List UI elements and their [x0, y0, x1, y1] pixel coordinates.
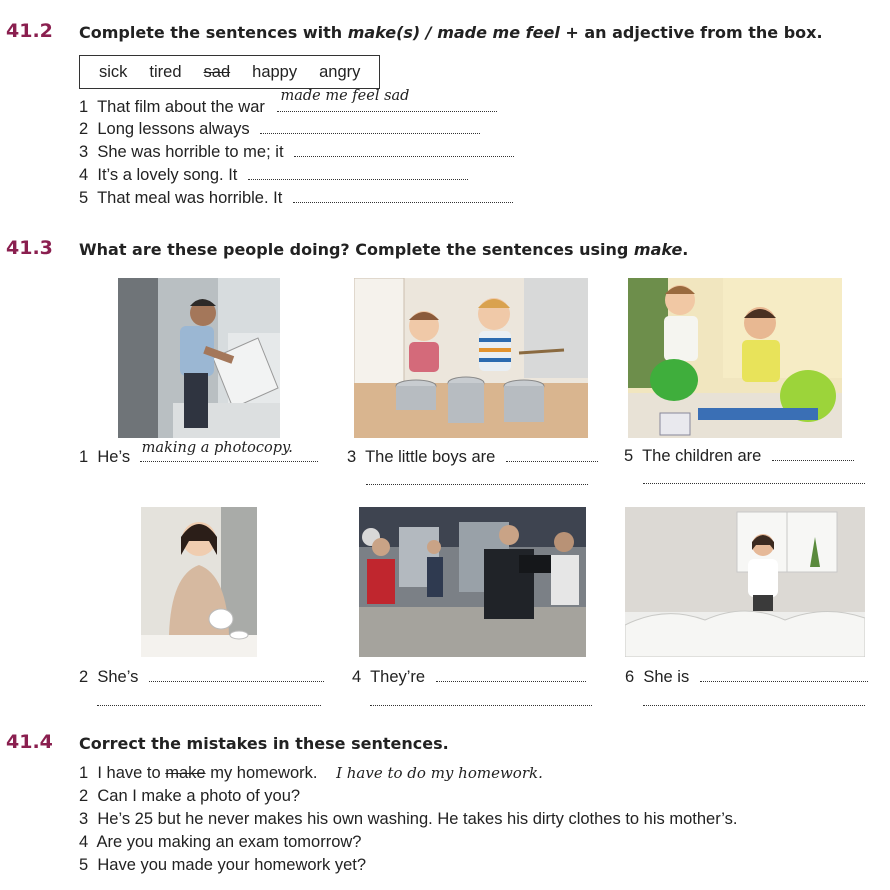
exercise-number-41-4: 41.4 [6, 731, 53, 753]
woman-bed-illustration [625, 507, 865, 657]
item-text: He’s [97, 448, 131, 466]
item-text: She’s [97, 668, 139, 686]
answer-line-continuation[interactable] [643, 483, 865, 484]
item-text: That film about the war [97, 98, 265, 116]
exercise-item [79, 88, 497, 117]
item-text: I have to [97, 764, 166, 782]
exercise-item [79, 166, 468, 185]
instruction-emphasis: make [633, 240, 683, 259]
answer-line[interactable] [260, 121, 480, 134]
exercise-item [79, 764, 543, 783]
item-number: 4 [79, 166, 89, 184]
children-painting-illustration [628, 278, 842, 438]
instruction-text: Complete the sentences with [79, 23, 348, 42]
item-number: 1 [79, 448, 89, 466]
item-number: 1 [79, 98, 89, 116]
item-text: They’re [370, 668, 426, 686]
handwritten-answer: made me feel sad [280, 88, 410, 104]
answer-line[interactable] [140, 440, 318, 462]
answer-line[interactable] [293, 190, 513, 203]
item-number: 5 [79, 189, 89, 207]
item-text: It’s a lovely song. It [97, 166, 238, 184]
item-text: Long lessons always [97, 120, 250, 138]
photo-film-crew [359, 507, 586, 657]
box-word-used: sad [203, 62, 231, 81]
photocopier-illustration [118, 278, 280, 438]
box-word: angry [319, 62, 361, 81]
woman-tea-illustration [141, 507, 257, 657]
exercise-item [625, 668, 868, 687]
item-text: He’s 25 but he never makes his own washing. He takes his dirty clothes to his mother’s. [97, 810, 738, 828]
photo-children-painting [628, 278, 842, 438]
exercise-number-41-2: 41.2 [6, 20, 53, 42]
item-number: 2 [79, 787, 89, 805]
item-number: 3 [347, 448, 357, 466]
item-number: 4 [79, 833, 89, 851]
answer-line[interactable] [277, 88, 497, 112]
exercise-item [79, 440, 318, 467]
word-box [79, 55, 380, 89]
exercise-item [79, 189, 513, 208]
struck-word: make [165, 764, 206, 782]
item-text: Have you made your homework yet? [97, 856, 367, 874]
answer-line[interactable] [149, 669, 324, 682]
item-number: 3 [79, 810, 89, 828]
item-number: 4 [352, 668, 362, 686]
exercise-item [79, 856, 366, 875]
exercise-instruction-41-4: Correct the mistakes in these sentences. [79, 734, 449, 753]
instruction-text: What are these people doing? Complete the sentences using [79, 240, 634, 259]
exercise-item [347, 448, 598, 467]
answer-line[interactable] [294, 144, 514, 157]
exercise-instruction-41-3 [79, 240, 688, 259]
item-text: The little boys are [365, 448, 496, 466]
item-number: 5 [79, 856, 89, 874]
item-number: 5 [624, 447, 634, 465]
item-number: 1 [79, 764, 89, 782]
instruction-text: . [682, 240, 689, 259]
answer-line-continuation[interactable] [643, 705, 865, 706]
handwritten-answer: I have to do my homework. [336, 764, 543, 782]
item-text: That meal was horrible. It [97, 189, 283, 207]
exercise-number-41-3: 41.3 [6, 237, 53, 259]
box-word: happy [252, 62, 298, 81]
exercise-item [624, 447, 854, 466]
boys-drums-illustration [354, 278, 588, 438]
box-word: sick [99, 62, 128, 81]
item-text: Are you making an exam tomorrow? [96, 833, 362, 851]
item-text: my homework. [205, 764, 318, 782]
exercise-item [79, 143, 514, 162]
exercise-item [79, 810, 738, 829]
handwritten-answer: making a photocopy. [141, 440, 293, 456]
item-number: 2 [79, 668, 89, 686]
exercise-instruction-41-2 [79, 23, 823, 42]
item-number: 2 [79, 120, 89, 138]
item-number: 3 [79, 143, 89, 161]
exercise-item [79, 668, 324, 687]
film-crew-illustration [359, 507, 586, 657]
item-number: 6 [625, 668, 635, 686]
photo-woman-tea [141, 507, 257, 657]
answer-line[interactable] [506, 449, 598, 462]
item-text: Can I make a photo of you? [97, 787, 301, 805]
answer-line[interactable] [248, 167, 468, 180]
photo-woman-bed [625, 507, 865, 657]
instruction-text: + an adjective from the box. [559, 23, 823, 42]
item-text: She is [643, 668, 690, 686]
answer-line[interactable] [436, 669, 586, 682]
item-text: She was horrible to me; it [97, 143, 284, 161]
exercise-item [79, 787, 300, 806]
answer-line[interactable] [772, 448, 854, 461]
answer-line-continuation[interactable] [97, 705, 321, 706]
answer-line[interactable] [700, 669, 868, 682]
photo-boys-drums [354, 278, 588, 438]
photo-photocopier [118, 278, 280, 438]
answer-line-continuation[interactable] [370, 705, 592, 706]
exercise-item [352, 668, 586, 687]
answer-line-continuation[interactable] [366, 484, 588, 485]
exercise-item [79, 120, 480, 139]
instruction-emphasis: make(s) / made me feel [347, 23, 560, 42]
exercise-item [79, 833, 361, 852]
box-word: tired [149, 62, 182, 81]
item-text: The children are [642, 447, 762, 465]
